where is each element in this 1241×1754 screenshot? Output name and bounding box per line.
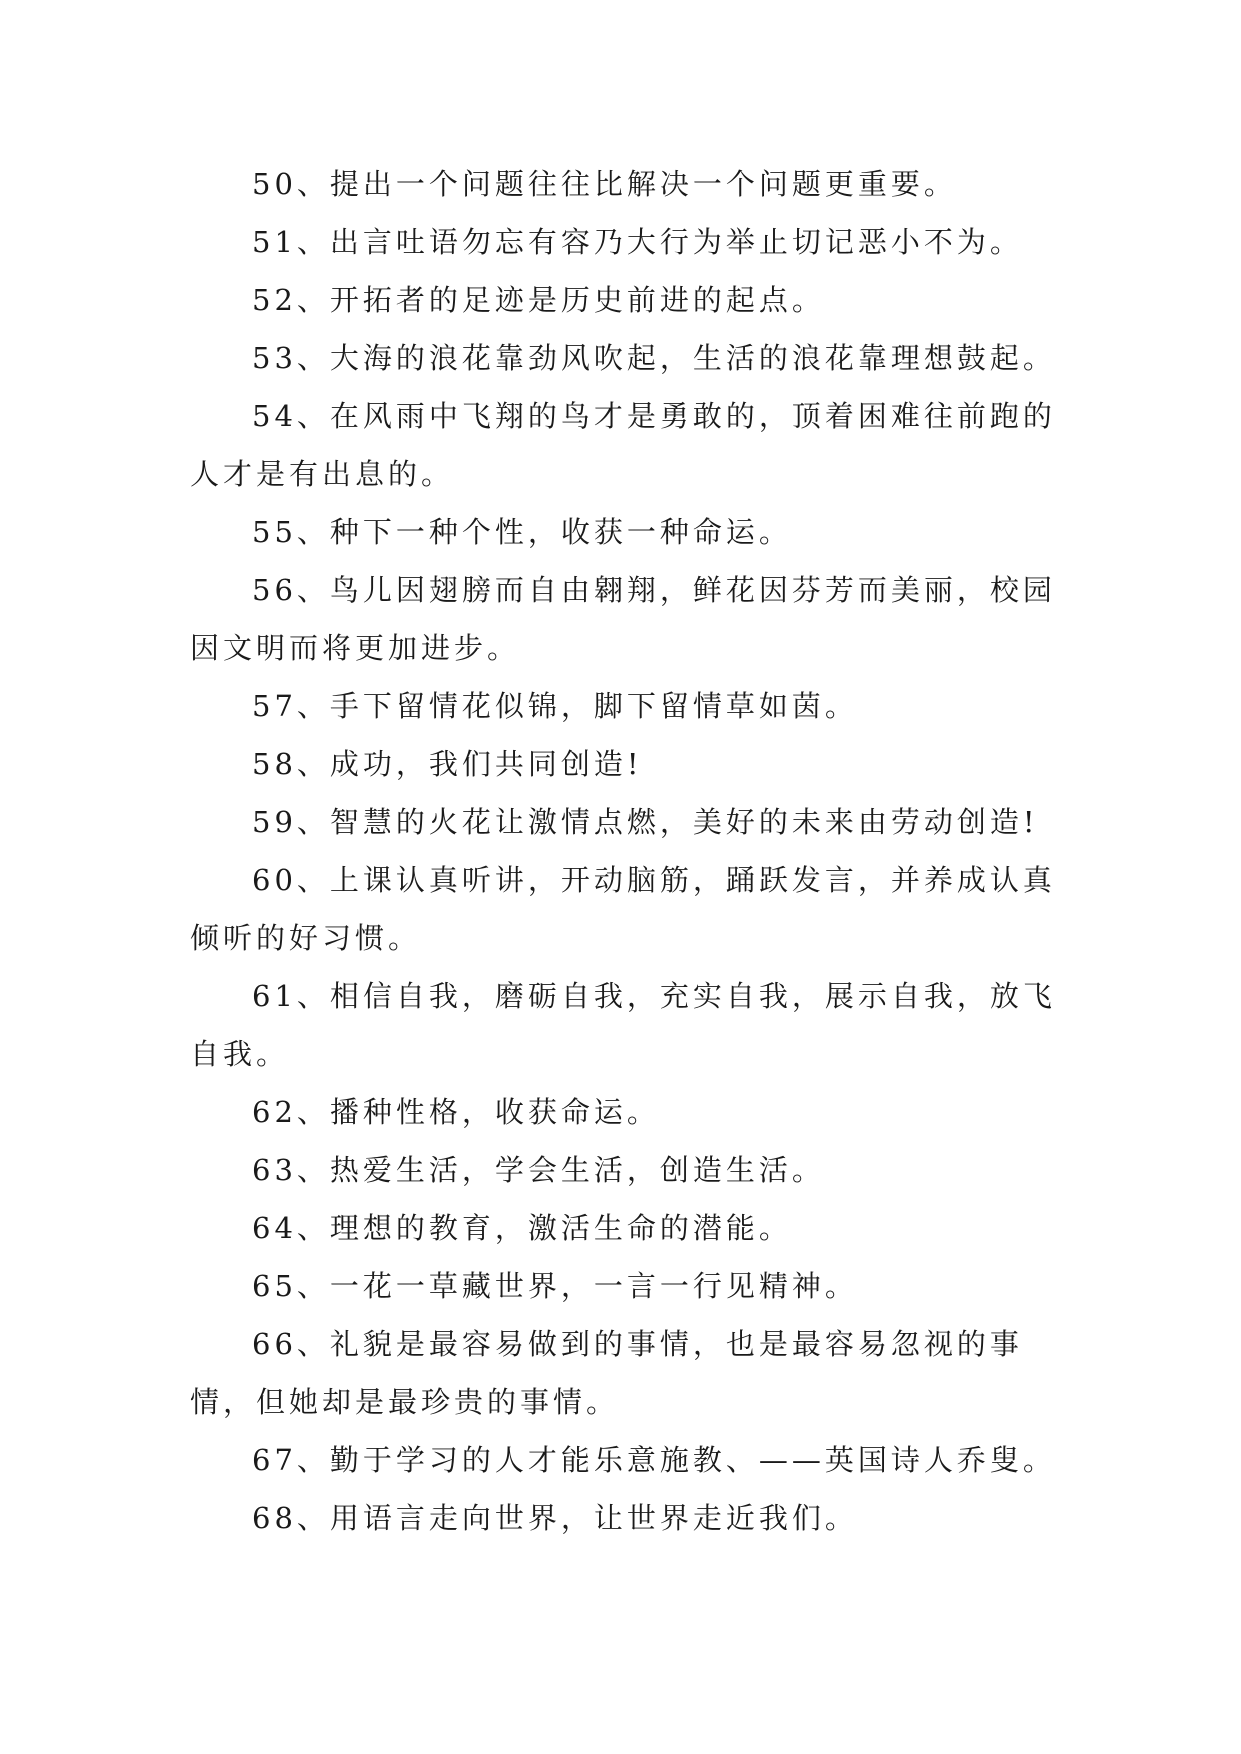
quote-paragraph-57: 57、手下留情花似锦，脚下留情草如茵。 [252, 689, 858, 723]
quote-paragraph-52: 52、开拓者的足迹是历史前进的起点。 [252, 283, 825, 317]
quote-paragraph-62: 62、播种性格，收获命运。 [252, 1095, 660, 1129]
quote-paragraph-56: 56、鸟儿因翅膀而自由翱翔，鲜花因芬芳而美丽，校园因文明而将更加进步。 [190, 573, 1056, 665]
quote-paragraph-63: 63、热爱生活，学会生活，创造生活。 [252, 1153, 825, 1187]
quote-paragraph-50: 50、提出一个问题往往比解决一个问题更重要。 [252, 167, 957, 201]
quote-paragraph-65: 65、一花一草藏世界，一言一行见精神。 [252, 1269, 858, 1303]
quote-paragraph-55: 55、种下一种个性，收获一种命运。 [252, 515, 792, 549]
quote-paragraph-68: 68、用语言走向世界，让世界走近我们。 [252, 1501, 858, 1535]
quote-paragraph-53: 53、大海的浪花靠劲风吹起，生活的浪花靠理想鼓起。 [252, 341, 1056, 375]
quote-paragraph-64: 64、理想的教育，激活生命的潜能。 [252, 1211, 792, 1245]
quote-paragraph-60: 60、上课认真听讲，开动脑筋，踊跃发言，并养成认真倾听的好习惯。 [190, 863, 1056, 955]
quote-paragraph-51: 51、出言吐语勿忘有容乃大行为举止切记恶小不为。 [252, 225, 1023, 259]
quote-paragraph-61: 61、相信自我，磨砺自我，充实自我，展示自我，放飞自我。 [190, 979, 1056, 1071]
quote-paragraph-59: 59、智慧的火花让激情点燃，美好的未来由劳动创造! [252, 805, 1039, 839]
quote-paragraph-67: 67、勤于学习的人才能乐意施教、——英国诗人乔叟。 [252, 1443, 1056, 1477]
document-body [190, 155, 1070, 1547]
quote-paragraph-54: 54、在风雨中飞翔的鸟才是勇敢的，顶着困难往前跑的人才是有出息的。 [190, 399, 1056, 491]
quote-paragraph-66: 66、礼貌是最容易做到的事情，也是最容易忽视的事情，但她却是最珍贵的事情。 [190, 1327, 1023, 1419]
quote-paragraph-58: 58、成功，我们共同创造! [252, 747, 643, 781]
